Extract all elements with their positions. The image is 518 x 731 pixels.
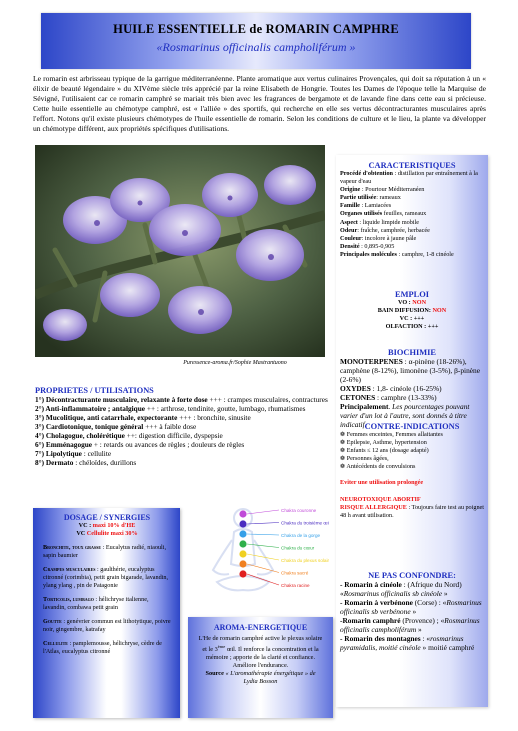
contre-indication-text: Femmes enceintes, Femmes allaitantes — [346, 431, 443, 438]
caracteristique-value: : fraîche, camphrée, herbacée — [357, 226, 430, 234]
bullet-icon: ❁ — [340, 447, 347, 455]
biochimie-row — [340, 384, 484, 393]
synergy-item — [43, 640, 171, 656]
chakra-figure — [199, 504, 329, 604]
info-sidebar — [336, 155, 488, 707]
caracteristique-label: Densité — [340, 242, 360, 250]
caracteristique-label: Principales molécules — [340, 250, 397, 258]
bullet-icon: ❁ — [340, 455, 347, 463]
confondre-name: -Romarin camphré — [340, 616, 401, 625]
contre-indication-item — [340, 455, 484, 463]
confondre-name: - Romarin des montagnes — [340, 634, 421, 643]
propriete-text: ++: digestion difficile, dyspepsie — [124, 431, 223, 440]
propriete-text: +++ à faible dose — [143, 422, 197, 431]
confondre-section — [340, 571, 484, 652]
chakra-label: Chakra du troisième œil — [281, 520, 329, 526]
vc-value: VC : +++ — [399, 315, 425, 323]
synergy-label: Cellulite — [43, 640, 68, 647]
propriete-text: : cellulite — [81, 449, 112, 458]
propriete-item — [35, 458, 335, 467]
caracteristique-label: Couleur — [340, 234, 362, 242]
confondre-item — [340, 616, 484, 634]
intro-paragraph: Le romarin est arbrisseau typique de la garrigue méditerranéenne. Plante aromatique aux vertus culinaires Provençales, qui doit sa réputation à un « élixir de beauté légendaire » du XIVème siècle très apprécié par la reine Elisabeth de Hongrie. Toutes les Dames de l'époque telle la Marquise de Sévigné, l'utilisaient car ce romarin camphré se mariait très bien avec les fragrances de bergamote et de lavande fine dans cette eau si précieuse. Cette huile essentielle au chémotype camphré, est « l'alliée » des sportifs, qui recherche en elle ses vertus décontracturantes musculaires après l'effort. Notons qu'il existe plusieurs chémotypes de l'huile essentielle de romarin. Selon les conditions de culture et le lieu, la plante va développer un chémotype différent, aux propriétés spécifiques d'utilisations. — [33, 74, 486, 133]
biochimie-row — [340, 357, 484, 384]
caracteristique-label: Partie utilisée — [340, 194, 377, 202]
propriete-item — [35, 431, 335, 440]
propriete-number: 3°) — [35, 422, 44, 431]
caracteristique-label: Aspect — [340, 218, 358, 226]
caracteristiques-section — [340, 161, 484, 259]
confondre-item — [340, 634, 484, 652]
chakra-dot — [239, 510, 246, 517]
propriete-item — [35, 413, 335, 422]
caracteristique-row — [340, 210, 484, 218]
contre-indication-text: Personnes âgées, — [346, 455, 389, 463]
caracteristique-value: : rameaux — [376, 194, 401, 202]
chakra-label: Chakra couronne — [281, 508, 317, 513]
propriete-text: + : retards ou avances de règles ; douleurs de règles — [92, 440, 245, 449]
caracteristique-label: Famille — [340, 202, 360, 210]
caracteristique-value: : incolore à jaune pâle — [361, 234, 417, 242]
confondre-origin: : « — [420, 634, 431, 643]
biochimie-label: MONOTERPENES — [340, 357, 403, 366]
contre-indications-title: CONTRE-INDICATIONS — [364, 422, 460, 431]
propriete-number: 8°) — [35, 458, 44, 467]
biochimie-value: : 1,8- cinéole (16-25%) — [370, 384, 442, 393]
propriete-text: +++ : bronchite, sinusite — [177, 413, 251, 422]
propriete-text: ++ : arthrose, tendinite, goutte, lumbago, rhumatismes — [145, 404, 306, 413]
confondre-latin: Rosmarinus officinalis sb verbénone — [340, 598, 482, 616]
caracteristique-row — [340, 243, 484, 251]
chakra-label: Chakra du plexus solaire — [281, 558, 329, 563]
propriete-label: Lipolytique — [44, 449, 82, 458]
propriete-item — [35, 440, 335, 449]
warning-neurotoxic: NEUROTOXIQUE ABORTIF — [340, 495, 421, 503]
contre-indication-text: Epilepsie, Asthme, hypertension — [346, 439, 427, 447]
synergy-label: Bronchite, toux grasse — [43, 544, 102, 551]
aroma-text: L'He de romarin camphré active le plexus solaire et le 3ème œil. Il renforce la concentration et la mémoire ; apporte de la clarté et confiance. Améliore l'endurance. — [198, 635, 323, 670]
biochimie-value: : camphre (13-33%) — [375, 393, 437, 402]
biochimie-title: BIOCHIMIE — [388, 348, 436, 357]
propriete-item — [35, 404, 335, 413]
proprietes-section — [35, 386, 335, 467]
confondre-end: » — [442, 589, 448, 598]
chakra-leader-line — [247, 574, 279, 585]
confondre-latin: Rosmarinus officinalis campholiférum — [340, 616, 480, 634]
caracteristique-row — [340, 202, 484, 210]
synergy-label: Torticolis, lumbago — [43, 596, 94, 603]
propriete-number: 2°) — [35, 404, 44, 413]
propriete-label: Décontracturante musculaire, relaxante à forte dose — [44, 395, 208, 404]
synergy-item — [43, 544, 171, 560]
synergy-text: : hélichryse italienne, lavandin, combawa petit grain — [43, 596, 149, 611]
contre-indication-text: Antécédents de convulsions — [346, 463, 416, 471]
propriete-number: 1°) — [35, 395, 44, 404]
contre-indication-item — [340, 439, 484, 447]
chakra-label: Chakra racine — [281, 583, 310, 588]
biochimie-note: Principalement. Les pourcentages pouvant varier d'un lot à l'autre, sont donnés à titre indicatif. — [340, 402, 470, 429]
caracteristique-value: : camphre, 1-8 cinéole — [396, 250, 454, 258]
propriete-number: 3°) — [35, 413, 44, 422]
contre-indication-item — [340, 431, 484, 439]
chakra-dot — [239, 520, 246, 527]
bain-value: NON — [432, 307, 447, 315]
propriete-label: Dermato — [44, 458, 74, 467]
propriete-item — [35, 449, 335, 458]
synergy-text: : gaulthérie, eucalyptus citronné (corimbia), petit grain bigarade, lavandin, ylang ylang , pin de Patagonie — [43, 566, 169, 589]
vo-value: NON — [412, 299, 427, 306]
chakra-leader-line — [247, 510, 279, 514]
confondre-item — [340, 580, 484, 598]
dosage-box: DOSAGE / SYNERGIES VC : maxi 10% d'HE VC Cellulite maxi 30% Bronchite, toux grasse : Eucalytus radié, niaouli, sapin baumier Crampes musculaires : gaulthérie, eucalyptus citronné (corimbia), petit grain bigarade, lavandin, ylang ylang , pin de Patagonie Torticolis, lumbago : hélichryse italienne, lavandin, combawa petit grain Goutte : genévrier commun est lithotytique, poivre noir, gingembre, katrafay Cellulite : pamplemousse, hélichryse, cèdre de l'Atlas, eucalyptus citronné — [33, 508, 180, 718]
emploi-section: EMPLOI VO : NON BAIN DIFFUSION: NON VC : +++ OLFACTION : +++ — [340, 290, 484, 331]
confondre-origin: (Provence) ; « — [400, 616, 445, 625]
synergy-text: : Eucalytus radié, niaouli, sapin baumier — [43, 544, 166, 559]
synergy-label: Crampes musculaires — [43, 566, 96, 573]
caracteristique-row — [340, 194, 484, 202]
aroma-source: Source « L'aromathérapie énergétique » de Lydia Bosson — [205, 670, 316, 686]
biochimie-list — [340, 357, 484, 402]
caracteristique-row — [340, 227, 484, 235]
propriete-text: : chéloïdes, durillons — [73, 458, 137, 467]
biochimie-value: : α-pinène (18-26%), camphène (8-12%), limonène (3-5%), β-pinène (2-6%) — [340, 357, 481, 384]
confondre-name: - Romarin à verbénone — [340, 598, 413, 607]
caracteristique-value: : Lamiacées — [359, 202, 392, 210]
rosemary-photo — [35, 145, 325, 357]
propriete-label: Anti-inflammatoire ; antalgique — [44, 404, 146, 413]
chakra-dot — [239, 570, 246, 577]
caracteristique-value: feuilles, rameaux — [382, 210, 427, 218]
bullet-icon: ❁ — [340, 439, 347, 447]
synergy-item — [43, 596, 171, 612]
caracteristique-label: Procédé d'obtention — [340, 170, 393, 177]
propriete-label: Emménagogue — [44, 440, 93, 449]
caracteristique-row — [340, 170, 484, 186]
propriete-text: +++ : crampes musculaires, contractures — [207, 395, 328, 404]
caracteristique-label: Organes utilisés — [340, 210, 383, 218]
dosage-title: DOSAGE / SYNERGIES — [63, 513, 151, 522]
propriete-label: Mucolitique, anti catarrhale, expectorante — [44, 413, 178, 422]
confondre-end: » — [416, 625, 422, 634]
photo-credit: Puressence-aroma.fr/Sophie Mastrantuono — [183, 360, 287, 366]
synergy-label: Goutte — [43, 618, 62, 625]
confondre-title: NE PAS CONFONDRE: — [368, 571, 456, 580]
confondre-name: - Romarin à cinéole — [340, 580, 402, 589]
rosemary-flower-illustration — [35, 145, 325, 357]
chakra-leader-line — [247, 544, 279, 548]
caracteristique-label: Origine — [340, 186, 361, 194]
propriete-number: 7°) — [35, 449, 44, 458]
synergy-text: : pamplemousse, hélichryse, cèdre de l'Atlas, eucalyptus citronné — [43, 640, 162, 655]
aroma-title: AROMA-ENERGETIQUE — [213, 623, 308, 632]
page-title: HUILE ESSENTIELLE de ROMARIN CAMPHRE — [113, 22, 399, 36]
confondre-list — [340, 580, 484, 652]
synergies-list — [43, 544, 171, 656]
confondre-end: » moitié camphré — [420, 643, 475, 652]
chakra-label: Chakra du cœur — [281, 545, 315, 551]
vc-max-value: maxi 10% d'HE — [92, 522, 136, 529]
chakra-label: Chakra sacré — [281, 570, 309, 576]
caracteristique-row — [340, 219, 484, 227]
olfaction-value: OLFACTION : +++ — [385, 323, 439, 331]
propriete-item — [35, 395, 335, 404]
caracteristique-row — [340, 251, 484, 259]
page-subtitle: «Rosmarinus officinalis campholiférum » — [156, 40, 356, 54]
propriete-item — [35, 422, 335, 431]
chakra-leader-line — [247, 564, 279, 573]
bullet-icon: ❁ — [340, 431, 347, 438]
biochimie-label: CETONES — [340, 393, 376, 402]
contre-indications-section — [340, 422, 484, 520]
propriete-number: 4°) — [35, 431, 44, 440]
contre-indication-item — [340, 447, 484, 455]
confondre-item — [340, 598, 484, 616]
chakra-dot — [239, 560, 246, 567]
confondre-latin: Rosmarinus officinalis sb cinéole — [343, 589, 443, 598]
header-banner — [41, 13, 471, 69]
confondre-origin: (Corse) : « — [412, 598, 447, 607]
proprietes-list — [35, 395, 335, 467]
chakra-diagram — [199, 504, 329, 604]
biochimie-section — [340, 348, 484, 429]
caracteristique-value: : distillation par entraînement à la vapeur d'eau — [340, 170, 478, 186]
propriete-number: 6°) — [35, 440, 44, 449]
chakra-label: Chakra de la gorge — [281, 533, 321, 538]
biochimie-label: OXYDES — [340, 384, 371, 393]
contre-indications-list — [340, 431, 484, 471]
bullet-icon: ❁ — [340, 463, 347, 471]
chakra-dot — [239, 530, 246, 537]
warning-allergic: RISQUE ALLERGIQUE : Toujours faire test au poignet 48 h avant utilisation. — [340, 503, 485, 519]
emploi-title: EMPLOI — [395, 290, 429, 299]
contre-indication-text: Enfants ≤ 12 ans (dosage adapté) — [346, 447, 429, 455]
caracteristiques-title: CARACTERISTIQUES — [368, 161, 456, 170]
caracteristique-label: Odeur — [340, 226, 358, 234]
confondre-latin: rosmarinus pyramidalis, moitié cinéole — [340, 634, 464, 652]
caracteristiques-list — [340, 170, 484, 259]
propriete-label: Cholagogue, cholérétique — [44, 431, 125, 440]
synergy-text: : genévrier commun est lithotytique, poivre noir, gingembre, katrafay — [43, 618, 171, 633]
warning-prolonged: Eviter une utilisation prolongée — [340, 479, 424, 487]
contre-indication-item — [340, 463, 484, 471]
caracteristique-row — [340, 186, 484, 194]
synergy-item — [43, 566, 171, 590]
propriete-label: Cardiotonique, tonique général — [44, 422, 144, 431]
biochimie-row — [340, 393, 484, 402]
cellulite-max-value: Cellulite maxi 30% — [86, 530, 138, 537]
confondre-origin: : (Afrique du Nord) « — [340, 580, 462, 598]
aroma-energetique-box — [188, 617, 333, 718]
synergy-item — [43, 618, 171, 634]
caracteristique-value: : 0,895-0,905 — [359, 242, 395, 250]
caracteristique-value: : liquide limpide mobile — [357, 218, 420, 226]
caracteristique-row — [340, 235, 484, 243]
chakra-dot — [239, 540, 246, 547]
proprietes-title: PROPRIETES / UTILISATIONS — [35, 386, 154, 395]
caracteristique-value: : Pourtour Méditerranéen — [360, 186, 425, 194]
confondre-end: » — [410, 607, 417, 616]
chakra-dot — [239, 550, 246, 557]
